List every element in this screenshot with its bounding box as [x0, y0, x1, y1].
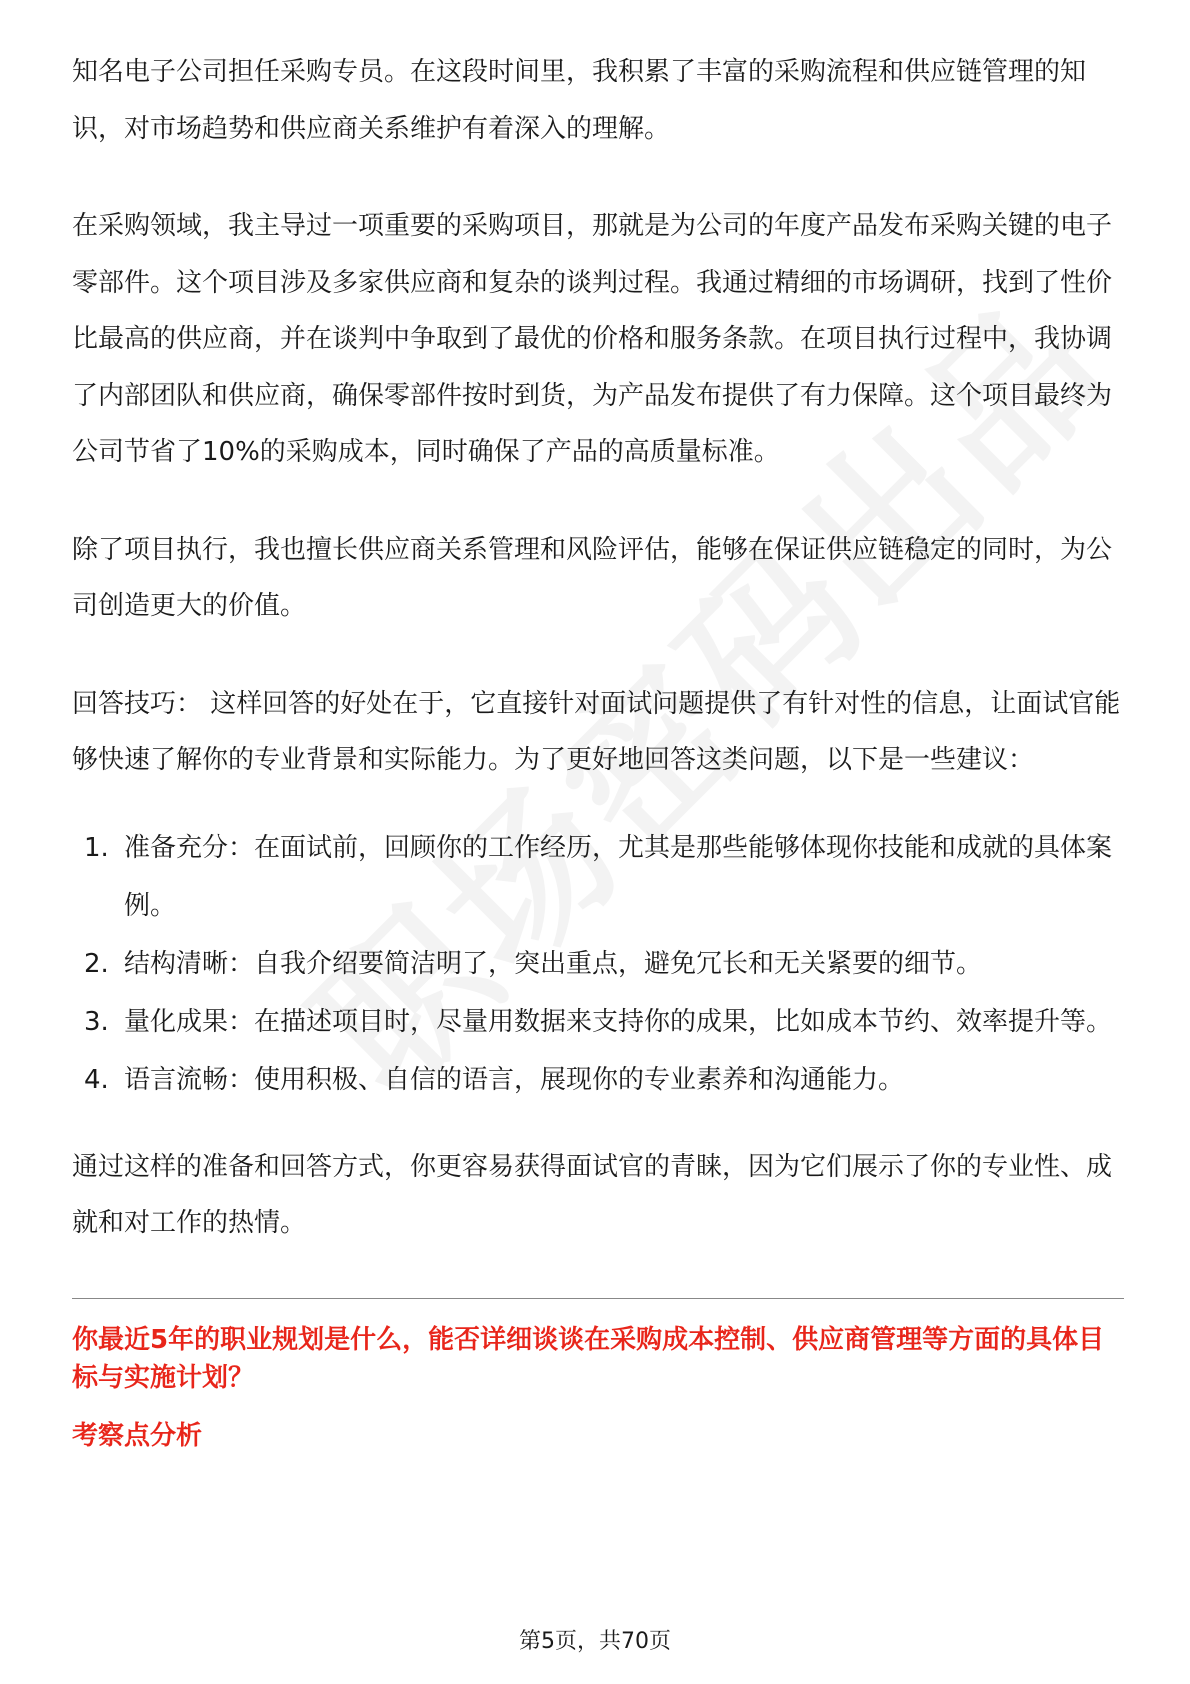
paragraph-tips-intro: 回答技巧： 这样回答的好处在于，它直接针对面试问题提供了有针对性的信息，让面试官能够快速了解你的专业背景和实际能力。为了更好地回答这类问题，以下是一些建议： [72, 688, 1121, 775]
list-number: 1. [84, 832, 109, 863]
list-text: 语言流畅：使用积极、自信的语言，展现你的专业素养和沟通能力。 [124, 1064, 905, 1095]
paragraph-project: 在采购领域，我主导过一项重要的采购项目，那就是为公司的年度产品发布采购关键的电子零部件。这个项目涉及多家供应商和复杂的谈判过程。我通过精细的市场调研，找到了性价比最高的供应商，并在谈判中争取到了最优的价格和服务条款。在项目执行过程中，我协调了内部团队和供应商，确保零部件按时到货，为产品发布提供了有力保障。这个项目最终为公司节省了10%的采购成本，同时确保了产品的高质量标准。 [72, 211, 1113, 467]
question-heading: 你最近5年的职业规划是什么，能否详细谈谈在采购成本控制、供应商管理等方面的具体目标与实施计划？ [72, 1324, 1105, 1393]
list-number: 3. [84, 1006, 109, 1037]
list-item [72, 819, 1124, 935]
list-text: 准备充分：在面试前，回顾你的工作经历，尤其是那些能够体现你技能和成就的具体案例。 [124, 832, 1113, 921]
list-text: 结构清晰：自我介绍要简洁明了，突出重点，避免冗长和无关紧要的细节。 [124, 948, 983, 979]
list-item [72, 993, 1124, 1051]
list-number: 2. [84, 948, 109, 979]
tips-list [72, 819, 1124, 1109]
list-item [72, 935, 1124, 993]
list-item [72, 1051, 1124, 1109]
analysis-heading: 考察点分析 [72, 1420, 203, 1451]
paragraph-supplier: 除了项目执行，我也擅长供应商关系管理和风险评估，能够在保证供应链稳定的同时，为公司创造更大的价值。 [72, 534, 1113, 621]
paragraph-closing: 通过这样的准备和回答方式，你更容易获得面试官的青睐，因为它们展示了你的专业性、成就和对工作的热情。 [72, 1151, 1113, 1238]
list-text: 量化成果：在描述项目时，尽量用数据来支持你的成果，比如成本节约、效率提升等。 [124, 1006, 1113, 1037]
page-number: 第5页，共70页 [519, 1629, 671, 1654]
list-number: 4. [84, 1064, 109, 1095]
paragraph-intro: 知名电子公司担任采购专员。在这段时间里，我积累了丰富的采购流程和供应链管理的知识，对市场趋势和供应商关系维护有着深入的理解。 [72, 57, 1087, 144]
page-content [72, 44, 1124, 1455]
